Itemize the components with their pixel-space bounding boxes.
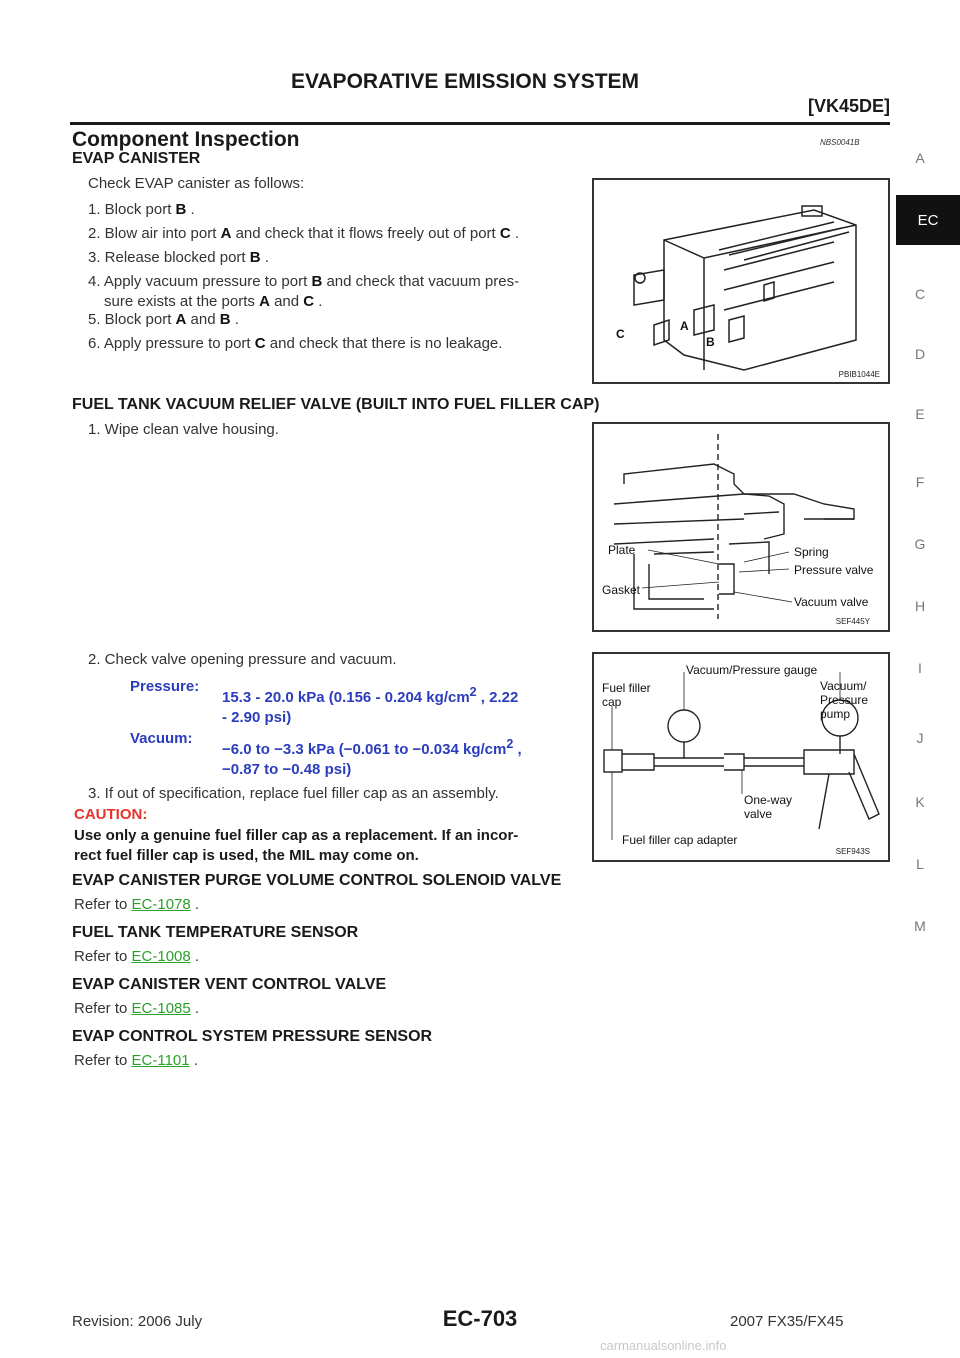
side-index-e[interactable]: E: [915, 406, 925, 422]
oneway-label: One-way: [744, 793, 793, 807]
canister-step-3: 3. Release blocked port B .: [88, 249, 269, 266]
watermark: carmanualsonline.info: [600, 1338, 727, 1353]
cap-tester-illustration: [594, 654, 888, 860]
filler-cap-figure: [592, 422, 890, 632]
side-index-c[interactable]: C: [914, 286, 926, 302]
cap-label: Fuel filler: [602, 681, 651, 695]
port-c-label: C: [616, 327, 625, 341]
side-index-l[interactable]: L: [916, 856, 924, 872]
gauge-label: Vacuum/Pressure gauge: [686, 663, 818, 677]
footer-model: 2007 FX35/FX45: [730, 1313, 844, 1330]
side-index-ec-active[interactable]: EC: [896, 195, 960, 245]
footer-page-number: EC-703: [442, 1306, 518, 1331]
pressure-valve-label: Pressure valve: [794, 563, 874, 577]
canister-intro: Check EVAP canister as follows:: [88, 175, 305, 192]
pressure-label: Pressure:: [130, 678, 200, 695]
figure-code: PBIB1044E: [838, 370, 880, 379]
figure-code: SEF943S: [835, 847, 870, 856]
ref-heading-temp: FUEL TANK TEMPERATURE SENSOR: [72, 924, 359, 941]
side-index-f[interactable]: F: [915, 474, 925, 490]
side-index-m[interactable]: M: [914, 918, 926, 934]
ref-purge: Refer to EC-1078 .: [74, 896, 200, 913]
pump-label-2: Pressure: [820, 693, 869, 707]
ref-link-ec1101[interactable]: EC-1101: [131, 1052, 190, 1069]
figure-code: SEF445Y: [835, 617, 870, 626]
ref-vent: Refer to EC-1085 .: [74, 1000, 200, 1017]
ref-link-ec1085[interactable]: EC-1085: [131, 1000, 191, 1017]
canister-figure: [592, 178, 890, 384]
ref-temp: Refer to EC-1008 .: [74, 948, 200, 965]
section-title: Component Inspection: [72, 128, 300, 151]
oneway-label-2: valve: [744, 807, 773, 821]
relief-step-2: 2. Check valve opening pressure and vacuum.: [88, 651, 397, 668]
side-index-d[interactable]: D: [914, 346, 926, 362]
ref-heading-pressure: EVAP CONTROL SYSTEM PRESSURE SENSOR: [72, 1028, 433, 1045]
ref-heading-purge: EVAP CANISTER PURGE VOLUME CONTROL SOLENOID VALVE: [72, 872, 562, 889]
pressure-value: 15.3 - 20.0 kPa (0.156 - 0.204 $kg/cm^2$ , 2.22 - 2.90 psi): [222, 685, 519, 726]
ref-link-ec1008[interactable]: EC-1008: [131, 948, 191, 965]
side-index-k[interactable]: K: [915, 794, 925, 810]
caution-heading: CAUTION:: [74, 806, 148, 823]
canister-heading: EVAP CANISTER: [72, 150, 201, 167]
adapter-label: Fuel filler cap adapter: [622, 833, 738, 847]
section-code: NBS0041B: [820, 138, 860, 147]
side-index-h[interactable]: H: [914, 598, 926, 614]
cap-label-2: cap: [602, 695, 622, 709]
caution-text: Use only a genuine fuel filler cap as a replacement. If an incor- rect fuel filler cap is used, the MIL may come on.: [74, 827, 519, 864]
vacuum-valve-label: Vacuum valve: [794, 595, 869, 609]
page-header-title: EVAPORATIVE EMISSION SYSTEM: [290, 70, 640, 93]
vacuum-value: −6.0 to −3.3 kPa (−0.061 to −0.034 $kg/cm^2$ , −0.87 to −0.48 psi): [222, 737, 522, 778]
canister-step-6: 6. Apply pressure to port C and check that there is no leakage.: [88, 335, 503, 352]
header-rule: [70, 122, 890, 125]
filler-cap-illustration: [594, 424, 888, 630]
ref-link-ec1078[interactable]: EC-1078: [131, 896, 191, 913]
cap-tester-figure: [592, 652, 890, 862]
vacuum-label: Vacuum:: [130, 730, 193, 747]
pump-label-3: pump: [820, 707, 851, 721]
gasket-label: Gasket: [602, 583, 641, 597]
canister-step-1: 1. Block port B .: [88, 201, 195, 218]
canister-step-5: 5. Block port A and B .: [88, 311, 239, 328]
footer-revision: Revision: 2006 July: [72, 1313, 203, 1330]
relief-valve-heading: FUEL TANK VACUUM RELIEF VALVE (BUILT INTO FUEL FILLER CAP): [72, 396, 600, 413]
port-b-label: B: [706, 335, 715, 349]
side-index-g[interactable]: G: [914, 536, 926, 552]
spring-label: Spring: [794, 545, 829, 559]
side-index-j[interactable]: J: [916, 730, 924, 746]
ref-pressure: Refer to EC-1101 .: [74, 1052, 198, 1069]
relief-step-1: 1. Wipe clean valve housing.: [88, 421, 279, 438]
relief-step-3: 3. If out of specification, replace fuel filler cap as an assembly.: [88, 785, 499, 802]
canister-step-4: 4. Apply vacuum pressure to port B and check that vacuum pres- sure exists at the ports A and C .: [88, 273, 520, 310]
side-index-a[interactable]: A: [915, 150, 925, 166]
side-index-i[interactable]: I: [918, 660, 922, 676]
ref-heading-vent: EVAP CANISTER VENT CONTROL VALVE: [72, 976, 387, 993]
pump-label: Vacuum/: [820, 679, 867, 693]
port-a-label: A: [680, 319, 689, 333]
engine-code: [VK45DE]: [807, 96, 890, 116]
canister-illustration: [594, 180, 888, 382]
canister-step-2: 2. Blow air into port A and check that it flows freely out of port C .: [88, 225, 520, 242]
plate-label: Plate: [608, 543, 636, 557]
